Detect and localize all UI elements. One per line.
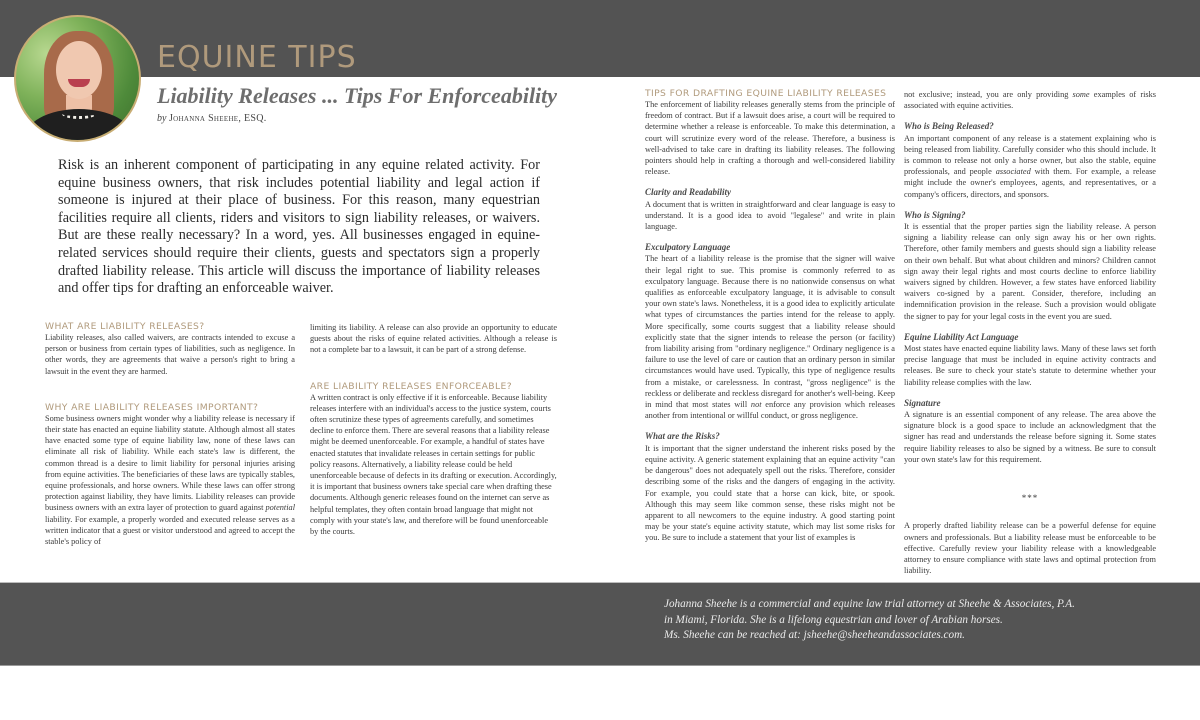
text-run: An important component of any release is a statement explaining who is being released from liability. Carefully consider who this should include. It is common to release not only a horse owner, but also the stable, equine professionals, and people [904,133,1156,177]
body-who-released [904,133,1156,200]
heading-tips-drafting: TIPS FOR DRAFTING EQUINE LIABILITY RELEASES [645,88,887,99]
emphasis-associated: associated [995,167,1031,177]
column-kicker: EQUINE TIPS [157,40,357,75]
column-4 [904,89,1156,576]
text-run: The heart of a liability release is the promise that the signer will waive their legal right to sue. This promise is commonly referred to as exculpatory language. Because there is no nationwide consensus on what qualifies as enforceable exculpatory language, it is advisable to consult your own state's laws. Nonetheless, it is a good idea to explicitly articulate what types of circumstances the parties intend for the release to apply. More specifically, some courts suggest that a liability release should explicitly state that the signer intends to release the person (or facility) from liability arising from "ordinary negligence." Ordinary negligence is a failure to use the level of care or caution that an ordinary person in similar circumstances would have used. Typically, this type of negligence results from a mistake, or carelessness. In contrast, "gross negligence" is the reckless or deliberate and reckless disregard for another's well-being. Keep in mind that most states will [645,254,895,410]
heading-act-language: Equine Liability Act Language [904,331,1019,342]
heading-exculpatory: Exculpatory Language [645,242,731,253]
portrait-necklace [62,109,96,119]
text-run: Some business owners might wonder why a liability release is necessary if their state has enacted an equine liability statute. Although almost all states have enacted some type of equine liability law, none of these laws can eliminate all risk of liability. While each state's law is different, the common thread is a desire to limit liability for personal injuries arising from equine activities. The beneficiaries of these laws are typically stables, equine professionals, and horse owners. While these laws can offer strong protection against liability, they have limits. Liability releases can provide business owners with an extra layer of protection to guard against [45,413,295,513]
body-act-language: Most states have enacted equine liability laws. Many of these laws set forth precise language that must be included in equine activity contracts and releases. Be sure to check your state's statute to determine whether your liability release complies with the law. [904,344,1156,387]
emphasis-not: not [750,400,762,410]
body-signature: A signature is an essential component of any release. The area above the signature block is a good space to include an acknowledgment that the signer has read and understands the release before signing it. Some states require liability releases to also be signed by a witness. Be sure to consult your own state's law for this requirement. [904,410,1156,464]
body-exculpatory [645,253,895,421]
heading-what-are-releases: WHAT ARE LIABILITY RELEASES? [45,321,205,332]
body-risks: It is important that the signer understand the inherent risks posed by the equine activity. A generic statement explaining that an equine activity "can be dangerous" does not adequately spell out the risks. Therefore, consider describing some of the risks and the dangers of engaging in the activity. For example, you could state that a horse can kick, bite, or spook. Although this may seem like common sense, these risks might not be apparent to all newcomers to the equine industry. A good starting point may be your state's equine activity statute, which may list some risks for you. Be sure to include a statement that your list of examples is [645,443,895,543]
byline-by: by [157,113,167,124]
text-run: examples of risks associated with equine activities. [904,90,1157,111]
bio-line-contact: Ms. Sheehe can be reached at: jsheehe@sheeheandassociates.com. [664,629,965,642]
heading-who-released: Who is Being Released? [904,121,994,132]
column-2 [310,322,557,537]
bio-line: in Miami, Florida. She is a lifelong equestrian and lover of Arabian horses. [664,613,1003,626]
text-run: liability. For example, a properly worded and executed release serves as a written indicator that a guest or visitor understood and agreed to accept the stable's policy of [45,514,295,547]
text-run: with them. For example, a release might include the owner's employees, agents, and representatives, or a company's officers, directors, and sponsors. [904,167,1156,199]
column-3 [645,89,895,544]
body-why-important-continued: limiting its liability. A release can also provide an opportunity to educate guests about the risks of equine related activities. Although a release is not a complete bar to a lawsuit, it can be part of a strong defense. [310,323,557,355]
body-clarity: A document that is written in straightforward and clear language is easy to understand. It is a good idea to avoid "legalese" and write in plain language. [645,199,895,232]
heading-why-important: WHY ARE LIABILITY RELEASES IMPORTANT? [45,401,259,413]
body-risks-continued [904,89,1156,111]
section-separator: *** [1021,493,1039,504]
portrait-face [56,41,102,99]
article-title: Liability Releases ... Tips For Enforceability [157,83,558,108]
heading-who-signing: Who is Signing? [904,209,966,220]
heading-clarity: Clarity and Readability [645,187,732,198]
body-tips-drafting: The enforcement of liability releases generally stems from the principle of freedom of contract. But if a lawsuit does arise, a court will be required to determine whether a release is enforceable. To make this determination, a court will scrutinize every word of the release. Therefore, a business is well-advised to take care in drafting its liability releases. The following pointers should help in crafting a thorough and well-considered liability release. [645,100,895,177]
emphasis-potential: potential [265,503,295,513]
bio-line: Johanna Sheehe is a commercial and equine law trial attorney at Sheehe & Associates, P.A. [664,598,1075,610]
body-why-important [45,413,295,547]
heading-risks: What are the Risks? [645,431,720,442]
byline-author: Johanna Sheehe, ESQ. [168,113,267,124]
column-1 [45,322,295,547]
author-bio [664,597,1164,644]
emphasis-some: some [1072,90,1090,99]
text-run: not exclusive; instead, you are only providing [904,90,1073,99]
body-who-signing: It is essential that the proper parties sign the liability release. A person signing a liability release can only sign away his or her own rights. Therefore, other family members and guests should sign a liability release on their own behalf. But what about children and minors? Children cannot sign away their legal rights and most courts decline to enforce liability waivers signed by children. However, a few states have enforced liability waivers co-signed by a parent. Consider, therefore, including an indemnification provision in the release. Such a provision would obligate the signer to pay for your legal costs in the event you are sued. [904,222,1156,321]
body-conclusion: A properly drafted liability release can be a powerful defense for equine owners and professionals. But a liability release must be enforceable to be effective. Carefully review your liability release with a knowledgeable attorney to ensure compliance with state laws and optimal protection from liability. [904,521,1156,576]
author-portrait [14,15,141,142]
byline [157,113,267,124]
body-enforceable: A written contract is only effective if it is enforceable. Because liability releases interfere with an individual's access to the justice system, courts often scrutinize these types of agreements carefully, and sometimes decline to enforce them. There are several reasons that a liability release might be deemed unenforceable. For example, a handful of states have enacted statutes that invalidate releases in certain settings for public policy reasons. Alternatively, a liability release could be held unenforceable because of defects in its drafting or execution. Accordingly, it is important that business owners take special care when drafting these documents. Although generic releases found on the internet can serve as helpful templates, they often contain broad language that might not comply with your state's law, and therefore will be found unenforceable by the courts. [310,392,557,537]
heading-enforceable: ARE LIABILITY RELEASES ENFORCEABLE? [310,380,513,392]
heading-signature: Signature [904,397,941,408]
body-what-are-releases: Liability releases, also called waivers, are contracts intended to excuse a person or business from certain types of liabilities, such as negligence. In other words, they are agreements that waive a person's right to bring a lawsuit in the event they are harmed. [45,333,295,376]
intro-paragraph: Risk is an inherent component of participating in any equine related activity. For equine business owners, that risk includes potential liability and legal action if someone is injured at their place of business. For this reason, many equestrian facilities require all clients, riders and visitors to sign liability releases, or waivers. But are these really necessary? In a word, yes. All businesses engaged in equine-related services should require their clients, guests and spectators sign a properly drafted liability release. This article will discuss the importance of liability releases and offer tips for drafting an enforceable waiver. [58,157,540,297]
text-run: enforce any provision which releases another from intentional or willful conduct, or gross negligence. [645,400,895,421]
